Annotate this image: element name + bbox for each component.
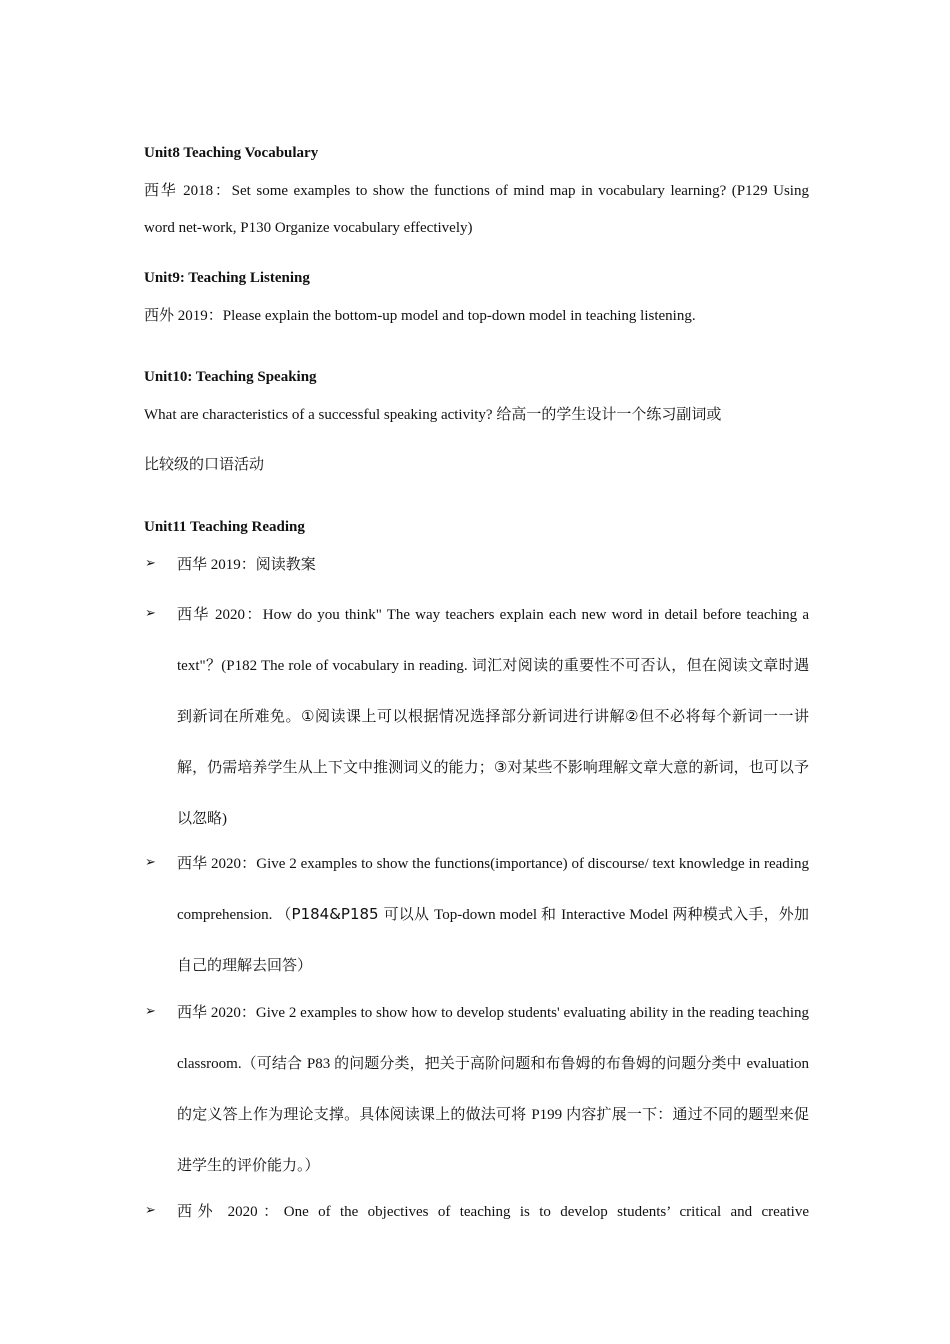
unit11-q4-source: 西华 xyxy=(177,1003,208,1021)
unit11-q3-answer-1: （P184&P185 可以从 xyxy=(276,905,435,923)
unit11-q4-answer-2: P83 xyxy=(306,1056,335,1072)
unit11-q1-topic: 阅读教案 xyxy=(255,555,316,573)
unit10-question-line1 xyxy=(144,396,809,434)
unit8-heading: Unit8 Teaching Vocabulary xyxy=(144,145,319,161)
unit11-q5-source: 西外 xyxy=(177,1202,219,1220)
unit10-heading: Unit10: Teaching Speaking xyxy=(144,369,317,385)
unit11-q4-answer-3: 的问题分类，把关于高阶问题和布鲁姆的布鲁姆的问题分类中 xyxy=(334,1054,747,1072)
unit11-q4-answer-7: 内容扩展一下：通过不同的题型来促进学生的评价能力。） xyxy=(177,1105,809,1174)
unit11-question-3 xyxy=(177,838,809,991)
unit8-question xyxy=(144,172,809,247)
unit11-q4-answer-1: （可结合 xyxy=(241,1054,307,1072)
unit11-q2-source: 西华 xyxy=(177,605,210,623)
unit9-q1-source: 西外 xyxy=(144,306,175,324)
unit11-q1-year: 2019： xyxy=(207,557,256,573)
unit11-question-2 xyxy=(177,589,809,844)
unit11-q4-answer-5: 的定义答上作为理论支撑。具体阅读课上的做法可将 xyxy=(177,1105,532,1123)
bullet-arrow-icon: ➢ xyxy=(145,1203,156,1218)
unit10-q1-cn1: 给高一的学生设计一个练习副词或 xyxy=(496,405,722,423)
unit11-q2-text: 2020：How do you think" The way teachers explain each new word in detail before teaching a text"？(P182 The role of vocabulary in reading. xyxy=(177,607,809,674)
unit11-q5-text: 2020：One of the objectives of teaching is to develop students’ critical and creative xyxy=(218,1204,809,1220)
unit11-q3-answer-4: Interactive Model xyxy=(561,907,673,923)
unit9-heading: Unit9: Teaching Listening xyxy=(144,270,310,286)
unit8-q1-source: 西华 xyxy=(144,181,178,199)
unit11-heading: Unit11 Teaching Reading xyxy=(144,519,305,535)
unit11-q3-text: 2020：Give 2 examples to show the functions(importance) of discourse/ text knowledge in reading comprehension. xyxy=(177,856,809,923)
unit11-q1-source: 西华 xyxy=(177,555,208,573)
unit11-q3-answer-2: Top-down model xyxy=(434,907,541,923)
unit11-q4-answer-6: P199 xyxy=(531,1107,567,1123)
bullet-arrow-icon: ➢ xyxy=(145,1004,156,1019)
unit11-question-1 xyxy=(177,539,809,590)
unit11-q3-answer-3: 和 xyxy=(540,905,562,923)
unit11-q3-answer-5: 两种模式入手，外加自己的理解去回答） xyxy=(177,905,809,974)
unit10-question-line2: 比较级的口语活动 xyxy=(144,455,265,473)
unit11-q4-answer-4: evaluation xyxy=(746,1056,809,1072)
unit11-q4-text: 2020：Give 2 examples to show how to develop students' evaluating ability in the reading teaching classroom. xyxy=(177,1005,809,1072)
bullet-arrow-icon: ➢ xyxy=(145,855,156,870)
unit11-question-5 xyxy=(177,1186,809,1237)
unit11-q2-answer: 词汇对阅读的重要性不可否认，但在阅读文章时遇到新词在所难免。①阅读课上可以根据情况选择部分新词进行讲解②但不必将每个新词一一讲解，仍需培养学生从上下文中推测词义的能力；③对某些不影响理解文章大意的新词，也可以予以忽略 xyxy=(177,656,809,827)
unit11-q2-close: ) xyxy=(222,811,228,827)
unit9-question xyxy=(144,297,809,335)
unit11-q3-source: 西华 xyxy=(177,854,208,872)
unit11-question-4 xyxy=(177,987,809,1191)
unit8-q1-text: 2018：Set some examples to show the functions of mind map in vocabulary learning? (P129 Using word net-work, P130 Organize vocabulary effectively) xyxy=(144,183,809,236)
bullet-arrow-icon: ➢ xyxy=(145,556,156,571)
unit9-q1-text: 2019：Please explain the bottom-up model and top-down model in teaching listening. xyxy=(174,308,696,324)
unit10-q1-en: What are characteristics of a successful speaking activity? xyxy=(144,407,497,423)
bullet-arrow-icon: ➢ xyxy=(145,606,156,621)
